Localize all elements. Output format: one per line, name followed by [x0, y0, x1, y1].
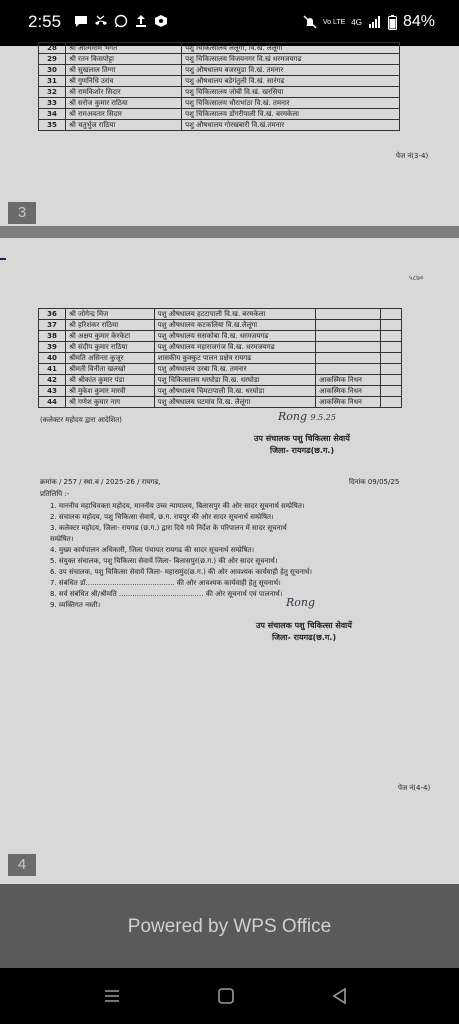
recents-icon[interactable]	[102, 986, 122, 1006]
edge-mark	[0, 258, 6, 260]
chat-icon	[74, 14, 88, 28]
serial-cell: 31	[39, 76, 66, 87]
empty-cell	[381, 342, 402, 353]
page-number-label: पेज नं(4-4)	[398, 784, 431, 792]
name-cell: श्री रामअवतार सिदार	[66, 109, 182, 120]
remark-cell	[316, 331, 381, 342]
table-row	[39, 331, 402, 342]
serial-cell: 34	[39, 109, 66, 120]
vpn-icon	[154, 14, 168, 28]
signatory-title: उप संचालक पशु चिकित्सा सेवायें	[254, 434, 350, 443]
name-cell: श्री गणेश कुमार नाग	[66, 397, 155, 408]
name-cell: श्री मुकेश कुमार मारवी	[66, 386, 155, 397]
upload-icon	[134, 14, 148, 28]
back-icon[interactable]	[330, 986, 350, 1006]
name-cell: श्री आत्माराम भगत	[66, 43, 182, 54]
posting-cell: पशु औषधालय गोरखबारी वि.खं.तमनार	[182, 120, 400, 131]
table-row	[39, 342, 402, 353]
name-cell: श्री रामकिशोर सिदार	[66, 87, 182, 98]
signatory-title: उप संचालक पशु चिकित्सा सेवायें	[256, 621, 352, 630]
posting-cell: पशु चिकित्सालय धौराभांठा वि.खं. तमनार	[182, 98, 400, 109]
lte-label: Vo LTE	[322, 18, 346, 26]
posting-cell: पशु चिकित्सालय डोंगरीपाली वि.खं. बरमकेला	[182, 109, 400, 120]
list-item: 3. कलेक्टर महोदय, जिला- रायगढ (छ.ग.) द्वारा दिये गये निर्देश के परिपालन में सादर सूचनार्थ	[50, 524, 287, 532]
missed-call-icon	[94, 14, 108, 28]
serial-cell: 43	[39, 386, 66, 397]
serial-cell: 29	[39, 54, 66, 65]
empty-cell	[381, 309, 402, 320]
order-note: (कलेक्टर महोदय द्वारा आदेशित)	[40, 416, 122, 424]
document-page-3[interactable]	[0, 43, 459, 226]
empty-cell	[381, 331, 402, 342]
table-row	[39, 353, 402, 364]
table-row	[39, 320, 402, 331]
page-number-label: पेज नं(3-4)	[396, 152, 429, 160]
table-row	[39, 98, 400, 109]
serial-cell: 28	[39, 43, 66, 54]
name-cell: श्री गुणनिधि उरांव	[66, 76, 182, 87]
list-item: 4. मुख्य कार्यपालन अधिकारी, जिला पंचायत रायगढ की सादर सूचनार्थ सम्प्रेषित।	[50, 546, 255, 554]
page-badge: 4	[8, 854, 36, 876]
posting-cell: पशु चिकित्सालय विजयनगर वि.खं धरमजयगढ	[182, 54, 400, 65]
signature: Rong	[286, 596, 316, 609]
name-cell: श्री सुखलाल तिग्गा	[66, 65, 182, 76]
copy-to-list	[50, 502, 312, 612]
name-cell: श्री रतन किसपोट्टा	[66, 54, 182, 65]
posting-cell: पशु चिकित्सालय लैलूंगा, वि.खं. लैलूंगा	[182, 43, 400, 54]
whatsapp-icon	[114, 14, 128, 28]
signatory-place: जिला- रायगढ(छ.ग.)	[270, 446, 335, 455]
mute-icon	[303, 15, 317, 29]
reference-number: क्रमांक / 257 / स्था.ब / 2025-26 / रायगढ,	[40, 478, 161, 486]
copy-to-heading: प्रतिलिपि :-	[40, 490, 70, 498]
signature: Rong 9.5.25	[278, 410, 336, 423]
table-row	[39, 54, 400, 65]
empty-cell	[381, 353, 402, 364]
serial-cell: 39	[39, 342, 66, 353]
posting-cell: पशु औषधालय ससकोबा वि.ख. धरमजयगढ	[154, 331, 315, 342]
table-row	[39, 386, 402, 397]
list-item: 2. संचालक महोदय, पशु चिकित्सा सेवायें, छ.ग. रायपुर की ओर सादर सूचनार्थ सम्प्रेषित।	[50, 513, 274, 521]
name-cell: श्रीमती विनीता खलखो	[66, 364, 155, 375]
empty-cell	[381, 364, 402, 375]
list-item: 8. सर्व संबंधित श्री/श्रीमति ...................................... की ओर सूचनार्थ एवं पालनार्थ।	[50, 590, 283, 598]
status-bar	[0, 0, 459, 46]
list-item: सम्प्रेषित।	[50, 535, 74, 543]
empty-cell	[381, 320, 402, 331]
serial-cell: 36	[39, 309, 66, 320]
notification-icons	[74, 14, 168, 28]
empty-cell	[381, 375, 402, 386]
name-cell: श्री अक्षय कुमार केरकेटा	[66, 331, 155, 342]
table-row	[39, 43, 400, 54]
serial-cell: 38	[39, 331, 66, 342]
remark-cell	[316, 364, 381, 375]
list-item: 1. माननीय महाधिवक्ता महोदय, माननीय उच्च न्यायालय, बिलासपुर की ओर सादर सूचनार्थ सम्प्रेषित।	[50, 502, 305, 510]
staff-table	[38, 42, 400, 131]
table-row	[39, 109, 400, 120]
signal-icon	[368, 15, 382, 29]
system-indicators	[303, 13, 435, 31]
remark-cell: आकस्मिक निधन	[316, 397, 381, 408]
remark-cell	[316, 342, 381, 353]
signatory-place: जिला- रायगढ(छ.ग.)	[272, 633, 337, 642]
posting-cell: शासकीय कुक्कुट पालन प्रक्षेत्र रायगढ	[154, 353, 315, 364]
posting-cell: पशु चिकित्सालय धरघोडा वि.ख. धरघोडा	[154, 375, 315, 386]
document-page-4[interactable]	[0, 238, 459, 884]
empty-cell	[381, 386, 402, 397]
wps-footer	[0, 884, 459, 968]
list-item: 7. संबंधित डॉ........................................ की ओर आवश्यक कार्यवाही हेतु सूचनार्थ।	[50, 579, 281, 587]
serial-cell: 42	[39, 375, 66, 386]
remark-cell: आकस्मिक निधन	[316, 386, 381, 397]
posting-cell: पशु औषधालय कटकलिया वि.ख.लैलूंगा	[154, 320, 315, 331]
remark-cell	[316, 309, 381, 320]
serial-cell: 33	[39, 98, 66, 109]
powered-by-label: Powered by WPS Office	[127, 916, 332, 937]
date: दिनांक 09/05/25	[349, 478, 400, 486]
battery-percent: 84%	[402, 13, 435, 30]
posting-cell: पशु औषधालय उरबा वि.ख. तमनार	[154, 364, 315, 375]
empty-cell	[381, 397, 402, 408]
serial-cell: 37	[39, 320, 66, 331]
list-item: 9. व्यक्तिगत नस्ती।	[50, 601, 101, 609]
posting-cell: पशु औषधालय बडेगंतुली वि.खं. सारंगढ	[182, 76, 400, 87]
serial-cell: 44	[39, 397, 66, 408]
name-cell: श्री जोगेन्द्र मिंज	[66, 309, 155, 320]
table-row	[39, 364, 402, 375]
serial-cell: 40	[39, 353, 66, 364]
name-cell: श्री सरोज कुमार राठिया	[66, 98, 182, 109]
posting-cell: पशु औषधालय हटटापाली वि.ख. बरमकेला	[154, 309, 315, 320]
top-mark: ५८७०	[409, 274, 424, 282]
network-type: 4G	[351, 17, 362, 27]
remark-cell	[316, 320, 381, 331]
list-item: 5. संयुक्त संचालक, पशु चिकित्सा सेवायें जिला- बिलासपुर(छ.ग.) की ओर सादर सूचनार्थ।	[50, 557, 278, 565]
posting-cell: पशु औषधालय महाराजगंज वि.ख. धरमजयगढ	[154, 342, 315, 353]
name-cell: श्री संदीप कुमार राठिया	[66, 342, 155, 353]
serial-cell: 30	[39, 65, 66, 76]
name-cell: श्री चतुर्भुज राठिया	[66, 120, 182, 131]
staff-table	[38, 308, 402, 408]
serial-cell: 35	[39, 120, 66, 131]
table-row	[39, 120, 400, 131]
remark-cell: आकस्मिक निधन	[316, 375, 381, 386]
remark-cell	[316, 353, 381, 364]
name-cell: श्री श्रीकांत कुमार पंडा	[66, 375, 155, 386]
serial-cell: 32	[39, 87, 66, 98]
battery-icon	[388, 15, 397, 30]
name-cell: श्रीमति असिन्ता कुजूर	[66, 353, 155, 364]
table-row	[39, 375, 402, 386]
list-item: 6. उप संचालक, पशु चिकित्सा सेवायें जिला- महासमुंद(छ.ग.) की ओर आवश्यक कार्यवाही हेतु सूचनार्थ।	[50, 568, 313, 576]
posting-cell: पशु औषधालय घटमांव वि.ख. लैलूंगा	[154, 397, 315, 408]
navigation-bar	[0, 968, 459, 1024]
table-row	[39, 76, 400, 87]
page-badge: 3	[8, 202, 36, 224]
clock: 2:55	[28, 12, 62, 31]
serial-cell: 41	[39, 364, 66, 375]
home-icon[interactable]	[216, 986, 236, 1006]
table-row	[39, 309, 402, 320]
table-row	[39, 65, 400, 76]
table-row	[39, 397, 402, 408]
name-cell: श्री हरिशंकर राठिया	[66, 320, 155, 331]
posting-cell: पशु औषधालय चिमटापाली वि.ख. धरघोडा	[154, 386, 315, 397]
posting-cell: पशु चिकित्सालय जोबी वि.खं. खरसिया	[182, 87, 400, 98]
posting-cell: पशु औषधालय बजरमुडा वि.खं. तमनार	[182, 65, 400, 76]
table-row	[39, 87, 400, 98]
